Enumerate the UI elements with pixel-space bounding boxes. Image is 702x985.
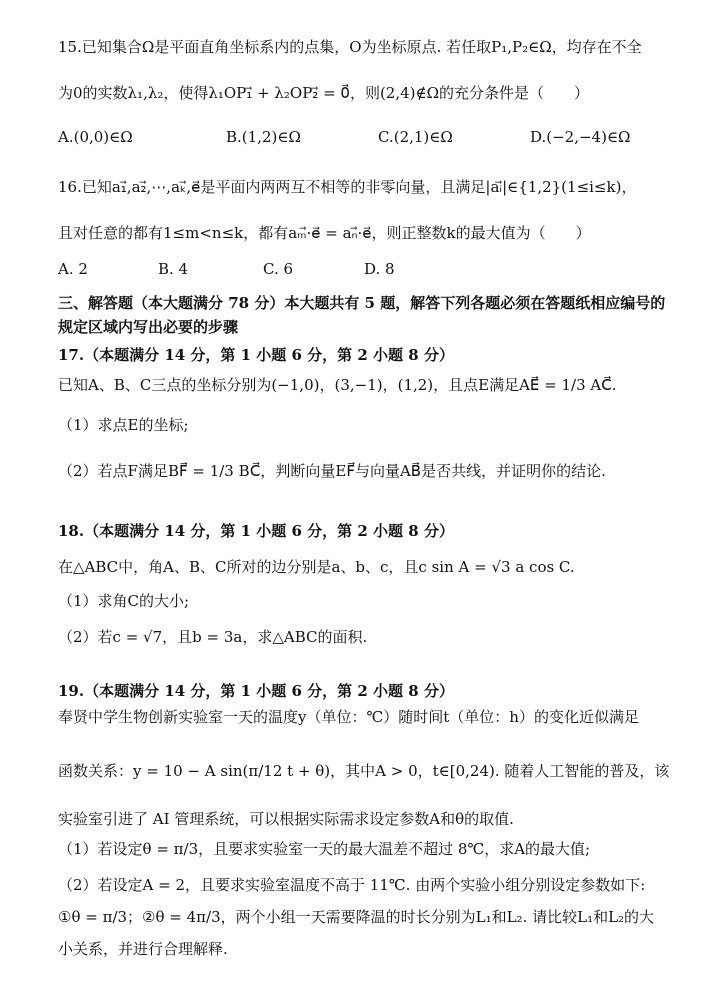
q19-part-2: （2）若设定A = 2，且要求实验室温度不高于 11℃. 由两个实验小组分别设定参数如下: [58, 876, 646, 894]
section3-title-line-2: 规定区域内写出必要的步骤 [58, 318, 239, 336]
q15-option-b: B.(1,2)∈Ω [226, 128, 301, 146]
q16-option-d: D. 8 [364, 260, 395, 278]
q17-header: 17.（本题满分 14 分，第 1 小题 6 分，第 2 小题 8 分） [58, 346, 454, 364]
q17-part-1: （1）求点E的坐标; [58, 416, 189, 434]
q19-part-2c: 小关系，并进行合理解释. [58, 940, 228, 958]
q16-option-b: B. 4 [158, 260, 189, 278]
q16-line-1: 16.已知a₁⃗,a₂⃗,⋯,aₖ⃗,e⃗是平面内两两互不相等的非零向量，且满足|aᵢ⃗|∈{1,2}(1≤i≤k)， [58, 178, 637, 196]
q15-option-a: A.(0,0)∈Ω [58, 128, 133, 146]
q17-line-1: 已知A、B、C三点的坐标分别为(−1,0)，(3,−1)，(1,2)，且点E满足AE⃗ = 1/3 AC⃗. [58, 376, 617, 394]
q15-option-d: D.(−2,−4)∈Ω [530, 128, 631, 146]
q18-part-2: （2）若c = √7，且b = 3a，求△ABC的面积. [58, 628, 368, 646]
q19-part-1: （1）若设定θ = π/3，且要求实验室一天的最大温差不超过 8℃，求A的最大值; [58, 840, 591, 858]
section3-title-line-1: 三、解答题（本大题满分 78 分）本大题共有 5 题，解答下列各题必须在答题纸相应编号的 [58, 294, 666, 312]
q16-option-a: A. 2 [58, 260, 88, 278]
q19-line-3: 实验室引进了 AI 管理系统，可以根据实际需求设定参数A和θ的取值. [58, 810, 514, 828]
q19-header: 19.（本题满分 14 分，第 1 小题 6 分，第 2 小题 8 分） [58, 682, 454, 700]
q18-header: 18.（本题满分 14 分，第 1 小题 6 分，第 2 小题 8 分） [58, 522, 454, 540]
q19-line-1: 奉贤中学生物创新实验室一天的温度y（单位：℃）随时间t（单位：h）的变化近似满足 [58, 708, 639, 726]
q15-line-2: 为0的实数λ₁,λ₂，使得λ₁OP₁⃗ + λ₂OP₂⃗ = 0⃗，则(2,4)∉Ω的充分条件是（ ） [58, 84, 590, 102]
q15-option-c: C.(2,1)∈Ω [378, 128, 453, 146]
q16-line-2: 且对任意的都有1≤m<n≤k，都有aₘ⃗·e⃗ = aₙ⃗·e⃗，则正整数k的最大值为（ ） [58, 224, 591, 242]
q19-line-2: 函数关系：y = 10 − A sin(π/12 t + θ)，其中A > 0，t∈[0,24). 随着人工智能的普及，该 [58, 762, 670, 780]
q16-option-c: C. 6 [263, 260, 294, 278]
q18-part-1: （1）求角C的大小; [58, 592, 190, 610]
q15-line-1: 15.已知集合Ω是平面直角坐标系内的点集，O为坐标原点. 若任取P₁,P₂∈Ω，均存在不全 [58, 38, 642, 56]
q19-part-2b: ①θ = π/3；②θ = 4π/3，两个小组一天需要降温的时长分别为L₁和L₂. 请比较L₁和L₂的大 [58, 908, 655, 926]
q17-part-2: （2）若点F满足BF⃗ = 1/3 BC⃗，判断向量EF⃗与向量AB⃗是否共线，并证明你的结论. [58, 462, 606, 480]
q18-line-1: 在△ABC中，角A、B、C所对的边分别是a、b、c，且c sin A = √3 a cos C. [58, 558, 575, 576]
